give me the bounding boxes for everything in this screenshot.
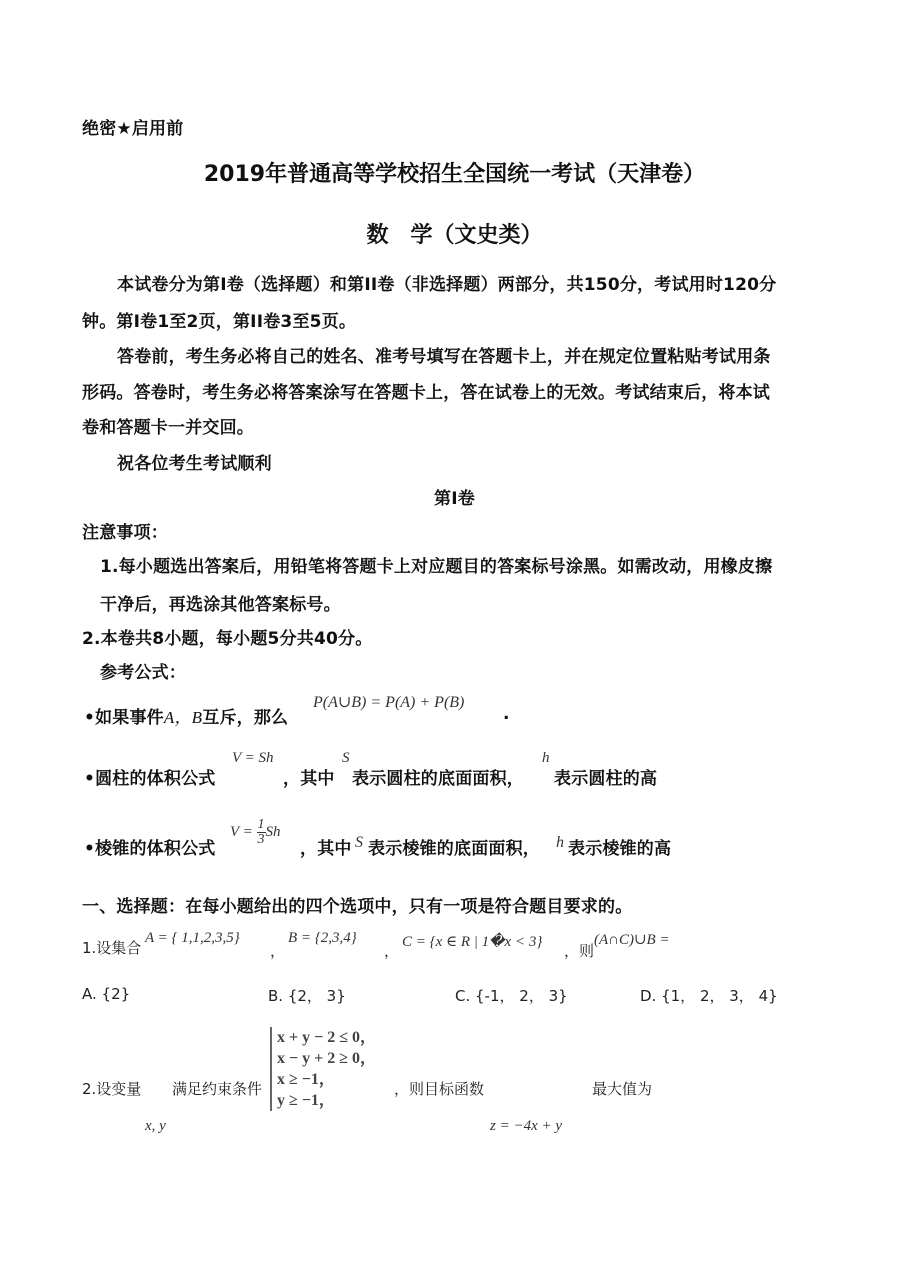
formula-3-denominator: 3	[257, 832, 265, 847]
q1-separator-2: ，	[384, 942, 400, 960]
intro-paragraph-2-line-3: 卷和答题卡一并交回。	[82, 418, 254, 438]
confidential-label: 绝密★启用前	[82, 119, 184, 139]
notice-item-1-line-2: 干净后，再选涂其他答案标号。	[100, 595, 341, 615]
q1-expression: (A∩C)∪B =	[594, 932, 670, 948]
part-1-heading: 一、选择题：在每小题给出的四个选项中，只有一项是符合题目要求的。	[82, 897, 633, 917]
q1-option-d[interactable]: D. {1， 2， 3， 4}	[640, 987, 778, 1005]
formula-3-lhs: V =	[230, 823, 253, 840]
q2-constraint-1: x + y − 2 ≤ 0，	[277, 1029, 377, 1046]
formula-1-expression: P(A∪B) = P(A) + P(B)	[313, 694, 465, 711]
formula-3-text-4: 表示棱锥的高	[568, 839, 672, 859]
q1-set-a: A = { 1,1,2,3,5}	[145, 930, 240, 946]
intro-paragraph-2-line-2: 形码。答卷时，考生务必将答案涂写在答题卡上，答在试卷上的无效。考试结束后，将本试	[82, 383, 770, 403]
q2-text-4: 最大值为	[592, 1080, 653, 1098]
q1-separator-3: ，则	[564, 942, 595, 960]
intro-paragraph-2-line-1: 答卷前，考生务必将自己的姓名、准考号填写在答题卡上，并在规定位置粘贴考试用条	[117, 347, 771, 367]
formula-1-text-2: 互斥，那么	[202, 708, 289, 728]
formula-2-text-4: 表示圆柱的高	[554, 769, 658, 789]
q1-prefix: 1.设集合	[82, 939, 142, 957]
intro-paragraph-1-line-1: 本试卷分为第I卷（选择题）和第II卷（非选择题）两部分，共150分，考试用时120分	[117, 275, 777, 295]
formula-heading: 参考公式：	[100, 663, 186, 683]
notice-heading: 注意事项：	[82, 523, 168, 543]
q2-variables: x, y	[145, 1118, 166, 1134]
intro-paragraph-1-line-2: 钟。第I卷1至2页，第II卷3至5页。	[82, 312, 357, 332]
formula-1	[84, 703, 288, 728]
q2-prefix: 2.设变量	[82, 1080, 142, 1098]
q1-set-b: B = {2,3,4}	[288, 930, 357, 946]
formula-3-var-h: h	[556, 834, 564, 851]
formula-3-text: •棱锥的体积公式	[84, 839, 216, 859]
q2-constraint-system	[270, 1027, 376, 1111]
q1-separator-1: ，	[270, 942, 286, 960]
formula-2-text-3: 表示圆柱的底面面积，	[352, 769, 524, 789]
exam-title: 2019年普通高等学校招生全国统一考试（天津卷）	[203, 162, 706, 187]
subject-title: 数 学（文史类）	[366, 223, 543, 248]
formula-2-var-h: h	[542, 750, 550, 766]
q2-constraint-2: x − y + 2 ≥ 0，	[277, 1050, 377, 1067]
notice-item-2: 2.本卷共8小题，每小题5分共40分。	[82, 629, 373, 649]
formula-3-fraction	[257, 818, 266, 847]
q2-constraint-3: x ≥ −1，	[277, 1071, 335, 1088]
q1-set-c: C = {x ∈ R | 1�x < 3}	[402, 934, 543, 950]
q2-text-2: 满足约束条件	[172, 1080, 263, 1098]
formula-3-expression	[230, 818, 281, 847]
section-title: 第I卷	[434, 489, 475, 509]
q1-option-b[interactable]: B. {2， 3}	[268, 987, 346, 1005]
formula-2-text: •圆柱的体积公式	[84, 769, 216, 789]
q2-constraint-4: y ≥ −1，	[277, 1092, 335, 1109]
notice-item-1-line-1: 1.每小题选出答案后，用铅笔将答题卡上对应题目的答案标号涂黑。如需改动，用橡皮擦	[100, 557, 773, 577]
formula-2-var-s: S	[342, 750, 350, 766]
formula-3-rhs: Sh	[265, 823, 281, 840]
formula-3-numerator: 1	[257, 817, 265, 832]
q1-option-a[interactable]: A. {2}	[82, 985, 131, 1003]
formula-3-var-s: S	[355, 834, 363, 851]
formula-3-text-2: ，其中	[300, 839, 352, 859]
q2-objective: z = −4x + y	[490, 1118, 563, 1134]
formula-1-text: •如果事件	[84, 708, 164, 728]
q1-option-c[interactable]: C. {-1， 2， 3}	[455, 987, 568, 1005]
formula-1-end: .	[503, 704, 510, 724]
good-luck-text: 祝各位考生考试顺利	[117, 454, 272, 474]
formula-2-text-2: ，其中	[283, 769, 335, 789]
formula-2-expression: V = Sh	[232, 750, 274, 766]
q2-text-3: ，则目标函数	[394, 1080, 485, 1098]
formula-3-text-3: 表示棱锥的底面面积，	[368, 839, 540, 859]
formula-1-vars: A，B	[163, 708, 203, 727]
